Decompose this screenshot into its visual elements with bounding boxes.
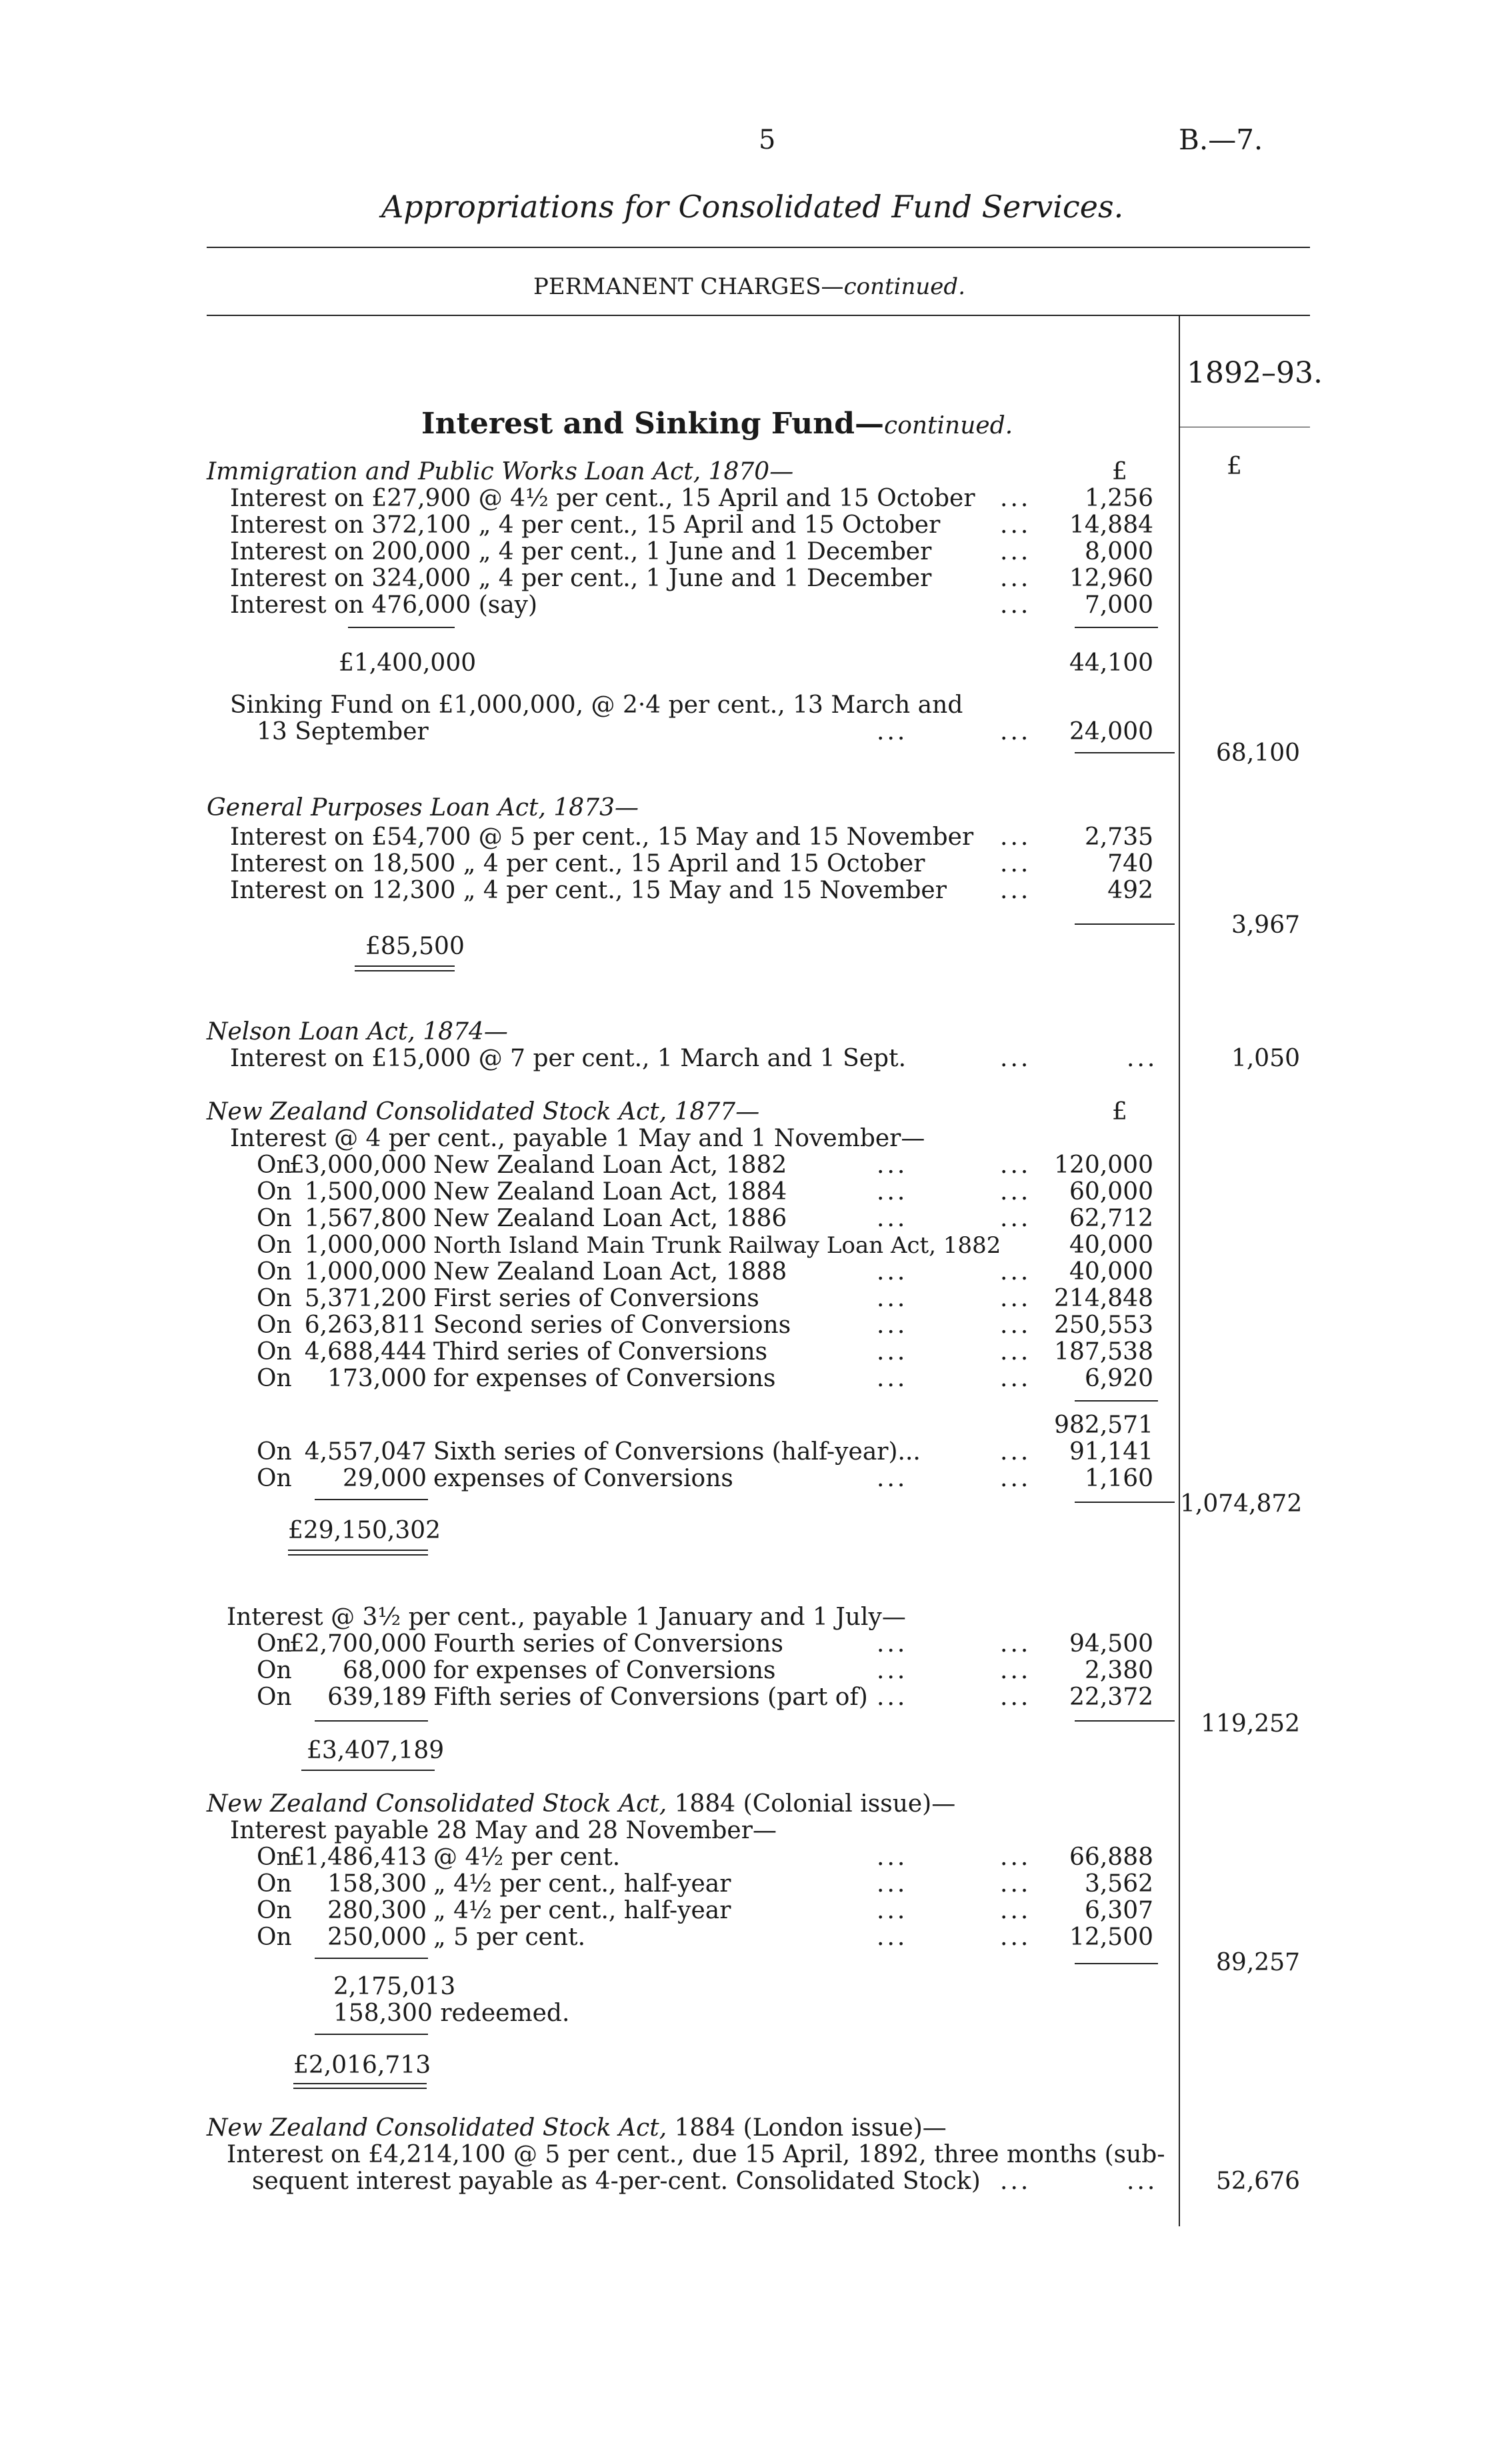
interest-line: Interest on 372,100 „ 4 per cent., 15 April and 15 October	[230, 511, 941, 539]
double-rule	[293, 2083, 427, 2084]
interest-line: Interest on £4,214,100 @ 5 per cent., due 15 April, 1892, three months (sub-	[227, 2141, 1165, 2168]
principal-total: £3,407,189	[307, 1737, 445, 1764]
currency-symbol: £	[1227, 453, 1242, 480]
section-heading	[421, 407, 1013, 441]
act-name: New Zealand Consolidated Stock Act,	[207, 1790, 667, 1818]
interest-line: Interest on 476,000 (say)	[230, 591, 538, 619]
amount: 60,000	[1069, 1178, 1153, 1205]
loan-description: Fifth series of Conversions (part of)	[433, 1684, 868, 1711]
loan-description: New Zealand Loan Act, 1888	[433, 1258, 787, 1286]
sinking-fund-line: 13 September	[257, 718, 429, 745]
amount: 740	[1107, 850, 1153, 877]
leader-dots: ...	[1000, 1657, 1031, 1684]
amount: 1,160	[1084, 1465, 1153, 1492]
amount: 6,307	[1084, 1897, 1153, 1924]
principal-total: £1,400,000	[339, 649, 477, 677]
on-label: On	[257, 1870, 292, 1898]
rate-description: „ 4½ per cent., half-year	[433, 1897, 731, 1924]
principal: 250,000	[327, 1924, 427, 1951]
sum-rule	[1075, 1720, 1175, 1722]
on-label: On	[257, 1338, 292, 1366]
leader-dots: ...	[1000, 1205, 1031, 1232]
year-total: 3,967	[1231, 911, 1300, 939]
leader-dots: ...	[1000, 2168, 1031, 2195]
leader-dots: ...	[877, 1870, 908, 1898]
amount: 3,562	[1084, 1870, 1153, 1898]
leader-dots: ...	[877, 1657, 908, 1684]
principal: 29,000	[343, 1465, 427, 1492]
loan-description: Second series of Conversions	[433, 1312, 791, 1339]
principal: 1,567,800	[304, 1205, 427, 1232]
principal: 1,000,000	[304, 1258, 427, 1286]
leader-dots: ...	[1000, 1338, 1031, 1366]
principal: 68,000	[343, 1657, 427, 1684]
interest-line: sequent interest payable as 4-per-cent. Consolidated Stock)	[252, 2168, 981, 2195]
year-total: 89,257	[1216, 1949, 1300, 1976]
year-total: 68,100	[1216, 739, 1300, 767]
leader-dots: ...	[1000, 1178, 1031, 1205]
interest-line: Interest on £15,000 @ 7 per cent., 1 March and 1 Sept.	[230, 1045, 907, 1072]
loan-description: New Zealand Loan Act, 1884	[433, 1178, 787, 1205]
amount: 94,500	[1069, 1630, 1153, 1658]
amount: 40,000	[1069, 1232, 1153, 1259]
section-title: Interest and Sinking Fund—	[421, 407, 885, 441]
subtitle-continued: continued.	[843, 273, 965, 300]
leader-dots: ...	[1000, 850, 1031, 877]
loan-description: North Island Main Trunk Railway Loan Act, 1882	[433, 1232, 1001, 1259]
leader-dots: ...	[1000, 1924, 1031, 1951]
on-label: On	[257, 1630, 292, 1658]
leader-dots: ...	[1000, 823, 1031, 851]
currency-symbol: £	[1112, 458, 1127, 485]
sinking-fund-line: Sinking Fund on £1,000,000, @ 2·4 per cent., 13 March and	[230, 691, 963, 719]
leader-dots: ...	[1000, 1684, 1031, 1711]
act-name: New Zealand Consolidated Stock Act,	[207, 2114, 667, 2142]
act-title	[207, 1791, 955, 1818]
amount: 91,141	[1069, 1438, 1153, 1466]
principal: 5,371,200	[304, 1285, 427, 1312]
amount: 66,888	[1069, 1844, 1153, 1871]
leader-dots: ...	[1000, 1630, 1031, 1658]
act-issue: 1884 (London issue)—	[674, 2114, 947, 2142]
on-label: On	[257, 1897, 292, 1924]
leader-dots: ...	[877, 1630, 908, 1658]
double-rule	[355, 965, 455, 967]
sum-rule	[315, 1720, 428, 1722]
leader-dots: ...	[1000, 591, 1031, 619]
loan-description: expenses of Conversions	[433, 1465, 733, 1492]
on-label: On	[257, 1465, 292, 1492]
leader-dots: ...	[877, 1312, 908, 1339]
loan-description: New Zealand Loan Act, 1882	[433, 1151, 787, 1179]
amount: 12,500	[1069, 1924, 1153, 1951]
column-year: 1892–93.	[1187, 356, 1323, 390]
act-issue: 1884 (Colonial issue)—	[674, 1790, 956, 1818]
on-label: On	[257, 1924, 292, 1951]
leader-dots: ...	[1127, 2168, 1158, 2195]
amount: 1,256	[1084, 485, 1153, 512]
principal-total: £85,500	[365, 933, 465, 960]
amount: 8,000	[1084, 538, 1153, 565]
on-label: On	[257, 1684, 292, 1711]
sum-rule	[1075, 923, 1175, 925]
leader-dots: ...	[877, 1205, 908, 1232]
leader-dots: ...	[1000, 538, 1031, 565]
amount: 24,000	[1069, 718, 1153, 745]
on-label: On	[257, 1844, 292, 1871]
interest-intro: Interest @ 4 per cent., payable 1 May and 1 November—	[230, 1125, 925, 1152]
sum-rule	[1075, 1502, 1175, 1503]
leader-dots: ...	[1000, 1285, 1031, 1312]
loan-description: Fourth series of Conversions	[433, 1630, 783, 1658]
principal: 4,557,047	[304, 1438, 427, 1466]
act-title: Nelson Loan Act, 1874—	[207, 1018, 508, 1045]
on-label: On	[257, 1285, 292, 1312]
leader-dots: ...	[877, 1897, 908, 1924]
amount: 12,960	[1069, 565, 1153, 592]
leader-dots: ...	[1000, 511, 1031, 539]
loan-description: for expenses of Conversions	[433, 1657, 776, 1684]
double-rule	[288, 1550, 428, 1551]
leader-dots: ...	[877, 1151, 908, 1179]
loan-description: First series of Conversions	[433, 1285, 759, 1312]
principal: £2,700,000	[289, 1630, 427, 1658]
interest-line: Interest on £54,700 @ 5 per cent., 15 May and 15 November	[230, 823, 974, 851]
subtotal-amount: 982,571	[1054, 1412, 1153, 1439]
on-label: On	[257, 1312, 292, 1339]
sum-rule	[1075, 1963, 1158, 1964]
leader-dots: ...	[1000, 1438, 1031, 1466]
leader-dots: ...	[877, 1178, 908, 1205]
on-label: On	[257, 1151, 292, 1179]
double-rule	[301, 1770, 435, 1771]
loan-description: New Zealand Loan Act, 1886	[433, 1205, 787, 1232]
amount: 40,000	[1069, 1258, 1153, 1286]
leader-dots: ...	[1000, 718, 1031, 745]
amount: 2,380	[1084, 1657, 1153, 1684]
leader-dots: ...	[877, 1285, 908, 1312]
leader-dots: ...	[1000, 1312, 1031, 1339]
year-total: 1,074,872	[1180, 1490, 1303, 1518]
principal: 4,688,444	[304, 1338, 427, 1366]
column-divider	[1179, 316, 1180, 2226]
year-total: 1,050	[1231, 1045, 1300, 1072]
act-title: Immigration and Public Works Loan Act, 1870—	[207, 458, 794, 485]
leader-dots: ...	[877, 1844, 908, 1871]
loan-description: Third series of Conversions	[433, 1338, 768, 1366]
interest-line: Interest on £27,900 @ 4½ per cent., 15 April and 15 October	[230, 485, 975, 512]
leader-dots: ...	[1000, 485, 1031, 512]
act-title: New Zealand Consolidated Stock Act, 1877—	[207, 1098, 760, 1125]
on-label: On	[257, 1657, 292, 1684]
principal: 280,300	[327, 1897, 427, 1924]
act-title	[207, 2115, 947, 2142]
leader-dots: ...	[877, 1365, 908, 1392]
on-label: On	[257, 1178, 292, 1205]
amount: 214,848	[1054, 1285, 1153, 1312]
leader-dots: ...	[1000, 1870, 1031, 1898]
leader-dots: ...	[1000, 1151, 1031, 1179]
leader-dots: ...	[1000, 1365, 1031, 1392]
sum-rule	[1075, 1400, 1158, 1402]
divider	[207, 315, 1310, 316]
double-rule	[293, 2088, 427, 2089]
principal: 158,300	[327, 1870, 427, 1898]
section-continued: continued.	[884, 412, 1013, 439]
on-label: On	[257, 1232, 292, 1259]
leader-dots: ...	[877, 1258, 908, 1286]
subtitle-main: PERMANENT CHARGES—	[533, 273, 844, 300]
loan-description: for expenses of Conversions	[433, 1365, 776, 1392]
leader-dots: ...	[1000, 877, 1031, 904]
on-label: On	[257, 1365, 292, 1392]
principal-total: £2,016,713	[293, 2052, 431, 2079]
double-rule	[355, 970, 455, 971]
interest-line: Interest on 200,000 „ 4 per cent., 1 June and 1 December	[230, 538, 932, 565]
amount: 6,920	[1084, 1365, 1153, 1392]
divider	[207, 247, 1310, 248]
leader-dots: ...	[1000, 1465, 1031, 1492]
subtotal-amount: 44,100	[1069, 649, 1153, 677]
principal-total: £29,150,302	[288, 1517, 441, 1544]
amount: 492	[1107, 877, 1153, 904]
rate-description: @ 4½ per cent.	[433, 1844, 621, 1871]
amount: 2,735	[1084, 823, 1153, 851]
principal: 1,500,000	[304, 1178, 427, 1205]
principal: 6,263,811	[304, 1312, 427, 1339]
amount: 62,712	[1069, 1205, 1153, 1232]
sum-rule	[348, 627, 455, 628]
leader-dots: ...	[1000, 1045, 1031, 1072]
leader-dots: ...	[1000, 1844, 1031, 1871]
rate-description: „ 5 per cent.	[433, 1924, 586, 1951]
leader-dots: ...	[877, 1338, 908, 1366]
on-label: On	[257, 1258, 292, 1286]
amount: 187,538	[1054, 1338, 1153, 1366]
rate-description: „ 4½ per cent., half-year	[433, 1870, 731, 1898]
act-title: General Purposes Loan Act, 1873—	[207, 794, 639, 821]
amount: 14,884	[1069, 511, 1153, 539]
currency-symbol: £	[1112, 1098, 1127, 1125]
sum-rule	[1075, 752, 1175, 753]
principal: 1,000,000	[304, 1232, 427, 1259]
leader-dots: ...	[1127, 1045, 1158, 1072]
principal-sum: 2,175,013	[333, 1973, 456, 2000]
leader-dots: ...	[877, 1684, 908, 1711]
loan-description: Sixth series of Conversions (half-year)...	[433, 1438, 921, 1466]
leader-dots: ...	[877, 1465, 908, 1492]
leader-dots: ...	[877, 1924, 908, 1951]
leader-dots: ...	[1000, 1258, 1031, 1286]
page-number: 5	[759, 125, 776, 155]
page-subtitle	[533, 273, 965, 300]
interest-line: Interest on 18,500 „ 4 per cent., 15 April and 15 October	[230, 850, 925, 877]
leader-dots: ...	[1000, 1897, 1031, 1924]
year-total: 119,252	[1201, 1710, 1300, 1738]
principal: £3,000,000	[289, 1151, 427, 1179]
on-label: On	[257, 1438, 292, 1466]
amount: 7,000	[1084, 591, 1153, 619]
amount: 120,000	[1054, 1151, 1153, 1179]
interest-intro: Interest @ 3½ per cent., payable 1 January and 1 July—	[227, 1604, 906, 1631]
amount: 22,372	[1069, 1684, 1153, 1711]
amount: 250,553	[1054, 1312, 1153, 1339]
principal: 639,189	[327, 1684, 427, 1711]
document-code: B.—7.	[1179, 123, 1263, 156]
sum-rule	[315, 1958, 428, 1959]
sum-rule	[1075, 627, 1158, 628]
sum-rule	[315, 2034, 428, 2035]
page-title: Appropriations for Consolidated Fund Services.	[381, 189, 1124, 225]
interest-intro: Interest payable 28 May and 28 November—	[230, 1817, 777, 1844]
on-label: On	[257, 1205, 292, 1232]
double-rule	[288, 1554, 428, 1556]
interest-line: Interest on 12,300 „ 4 per cent., 15 May and 15 November	[230, 877, 947, 904]
sum-rule	[315, 1499, 428, 1500]
redeemed-line: 158,300 redeemed.	[333, 2000, 570, 2027]
principal: £1,486,413	[289, 1844, 427, 1871]
year-total: 52,676	[1216, 2168, 1300, 2195]
leader-dots: ...	[1000, 565, 1031, 592]
interest-line: Interest on 324,000 „ 4 per cent., 1 June and 1 December	[230, 565, 932, 592]
principal: 173,000	[327, 1365, 427, 1392]
leader-dots: ...	[877, 718, 908, 745]
